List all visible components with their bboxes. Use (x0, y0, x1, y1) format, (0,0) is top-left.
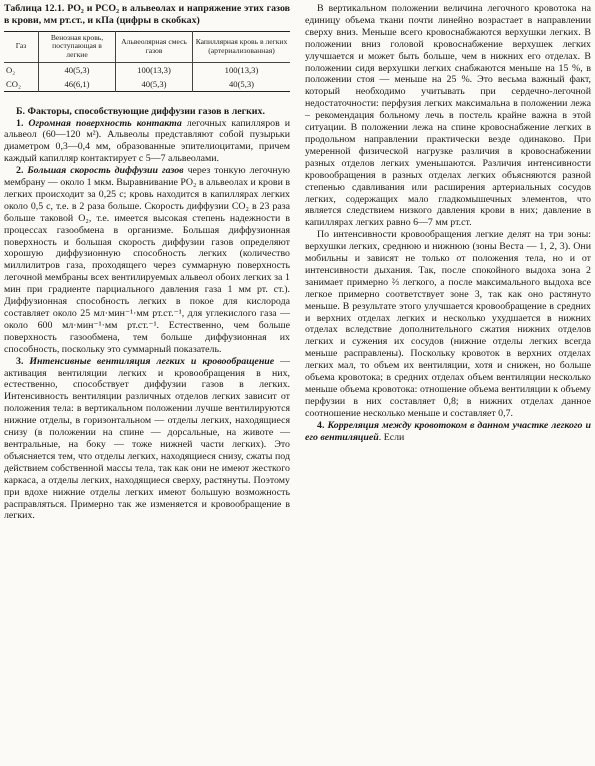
table-header-cell: Газ (4, 31, 39, 62)
table-cell: CO₂ (6, 78, 21, 89)
table-cell: 100(13,3) (193, 62, 291, 77)
left-column (4, 3, 290, 522)
table-cell: O₂ (6, 64, 16, 75)
table-row (4, 77, 290, 92)
table-caption: Таблица 12.1. PO₂ и PCO₂ в альвеолах и напряжение этих газов в крови, мм рт.ст., и кПа (цифры в скобках) (4, 3, 290, 26)
factor-text: — активация вентиляции легких и кровообращения в них, естественно, способствует диффузии газов в легких. Интенсивность вентиляции различных отделов легких зависит от положения тела: в вертикальном положении лучше вентилируются нижние отделы, в горизонтальном — отделы легких, находящиеся снизу (в положении на спине — дорсальные, на животе — вентральные, на боку — тоже нижней части легких). Это объясняется тем, что отделы легких, находящиеся снизу, сжаты под действием собственной массы тела, так как они не имеют жесткого каркаса, а отделы легких, находящиеся сверху, растянуты. Поэтому при вдохе нижние отделы легких имеют большую возможность расправляться. Примерно так же изменяется и кровообращение в легких. (4, 355, 291, 522)
table-cell: 100(13,3) (116, 62, 193, 77)
body-paragraph: В вертикальном положении величина легочного кровотока на единицу объема ткани почти линейно возрастает в направлении сверху вниз. Меньше всего кровоснабжаются верхушки легких. В положении вниз головой кровоснабжение верхушек легких улучшается и может быть больше, чем в нижних его отделах. В положении сидя верхушки легких снабжаются меньше на 15 %, в положении стоя — меньше на 25 %. Это весьма важный факт, который необходимо учитывать при сердечно-легочной недостаточности: перфузия легких максимальна в положении лежа – рекомендация больному лечь в постель крайне важна в этой ситуации. В положении лежа на спине кровоснабжение легких в продольном направлении практически везде одинаково. При умеренной физической нагрузке различия в кровоснабжении разных отделов легких уменьшаются. Различия интенсивности кровообращения в разных отделах легких объясняются разной степенью сдавливания или расширения артериальных сосудов легких, содержащих мало гладкомышечных элементов, что является следствием низкого давления крови в них; давление в капиллярах легких равно 6—7 мм рт.ст. (305, 3, 591, 229)
table-cell: 46(6,1) (39, 77, 116, 92)
table-header-cell: Венозная кровь, поступающая в легкие (39, 31, 116, 62)
factor-title: Интенсивные вентиляция легких и кровообращение (29, 355, 275, 367)
section-heading: Б. Факторы, способствующие диффузии газов в легких. (16, 105, 265, 117)
factor-title: Большая скорость диффузии газов (27, 165, 184, 177)
factor-number: 3. (16, 355, 24, 367)
table-header-cell: Капиллярная кровь в легких (артериализованная) (193, 31, 291, 62)
factor-1-paragraph (4, 118, 290, 166)
factor-4-paragraph (305, 420, 591, 444)
body-paragraph: По интенсивности кровообращения легкие делят на три зоны: верхушки легких, среднюю и нижнюю (зоны Веста — 1, 2, 3). Они мобильны и зависят не только от положения тела, но и от интенсивности дыхания. Так, после спокойного выдоха зона 2 занимает примерно ⅔ легкого, а после максимального выдоха все легкое примерно соответствует зоне 3, так как оно растянуто меньше. В результате этого улучшается кровообращение в средних и верхних отделах легких и несколько ухудшается в нижних отделах вследствие дополнительного сжатия нижних отделов легких и сужения их сосудов (нижние отделы легких всегда меньше расправлены). Поскольку кровоток в верхних отделах легких мал, то объем их вентиляции, хотя и снижен, но больше объема кровотока; в средних отделах объем вентиляции несколько меньше объема кровотока: отношение объема вентиляции к объему перфузии в них составляет 0,8; в нижних отделах данное соотношение несколько меньше и составляет 0,7. (305, 229, 591, 419)
factor-number: 2. (16, 165, 24, 177)
factor-title: Корреляция между кровотоком в данном участке легкого и его вентиляцией (305, 419, 592, 443)
table-row (4, 62, 290, 77)
table-header-cell: Альвеолярная смесь газов (116, 31, 193, 62)
factor-3-paragraph (4, 356, 290, 523)
gas-tension-table (4, 31, 290, 92)
factor-text: . Если (378, 431, 405, 443)
table-header-row (4, 31, 290, 62)
factor-title: Огромная поверхность контакта (28, 117, 182, 129)
factor-text: через тонкую легочную мембрану — около 1 мкм. Выравнивание PO₂ в альвеолах и крови в легких происходит за 0,25 с; кровь находится в капиллярах легких около 0,5 с, т.е. в 2 раза больше. Скорость диффузии CO₂ в 23 раза больше таковой O₂, т.е. имеется высокая степень надежности в процессах газообмена в организме. Большая диффузионная поверхность и большая скорость диффузии газов определяют хорошую диффузионную способность легких (количество миллилитров газа, проходящего через суммарную поверхность легочной мембраны всех вентилируемых альвеол обоих легких за 1 мин при градиенте парциального давления газа 1 мм рт. ст.). Диффузионная способность легких в покое для кислорода составляет около 25 мл·мин⁻¹·мм рт.ст.⁻¹, для углекислого газа — около 600 мл·мин⁻¹·мм рт.ст.⁻¹. Естественно, чем больше поверхность газообмена, тем больше диффузионная их способность, поскольку это суммарный показатель. (4, 165, 291, 355)
factor-text: легочных капилляров и альвеол (60—120 м²). Альвеолы представляют собой пузырьки диаметром 0,3—0,4 мм, образованные эпителиоцитами, причем каждый капилляр контактирует с 5—7 альвеолами. (4, 117, 290, 165)
table-cell: 40(5,3) (116, 77, 193, 92)
table-cell: 40(5,3) (39, 62, 116, 77)
table-cell: 40(5,3) (193, 77, 291, 92)
factor-2-paragraph (4, 165, 290, 356)
right-column (305, 3, 591, 444)
factor-number: 1. (16, 117, 24, 129)
factor-number: 4. (317, 419, 325, 431)
